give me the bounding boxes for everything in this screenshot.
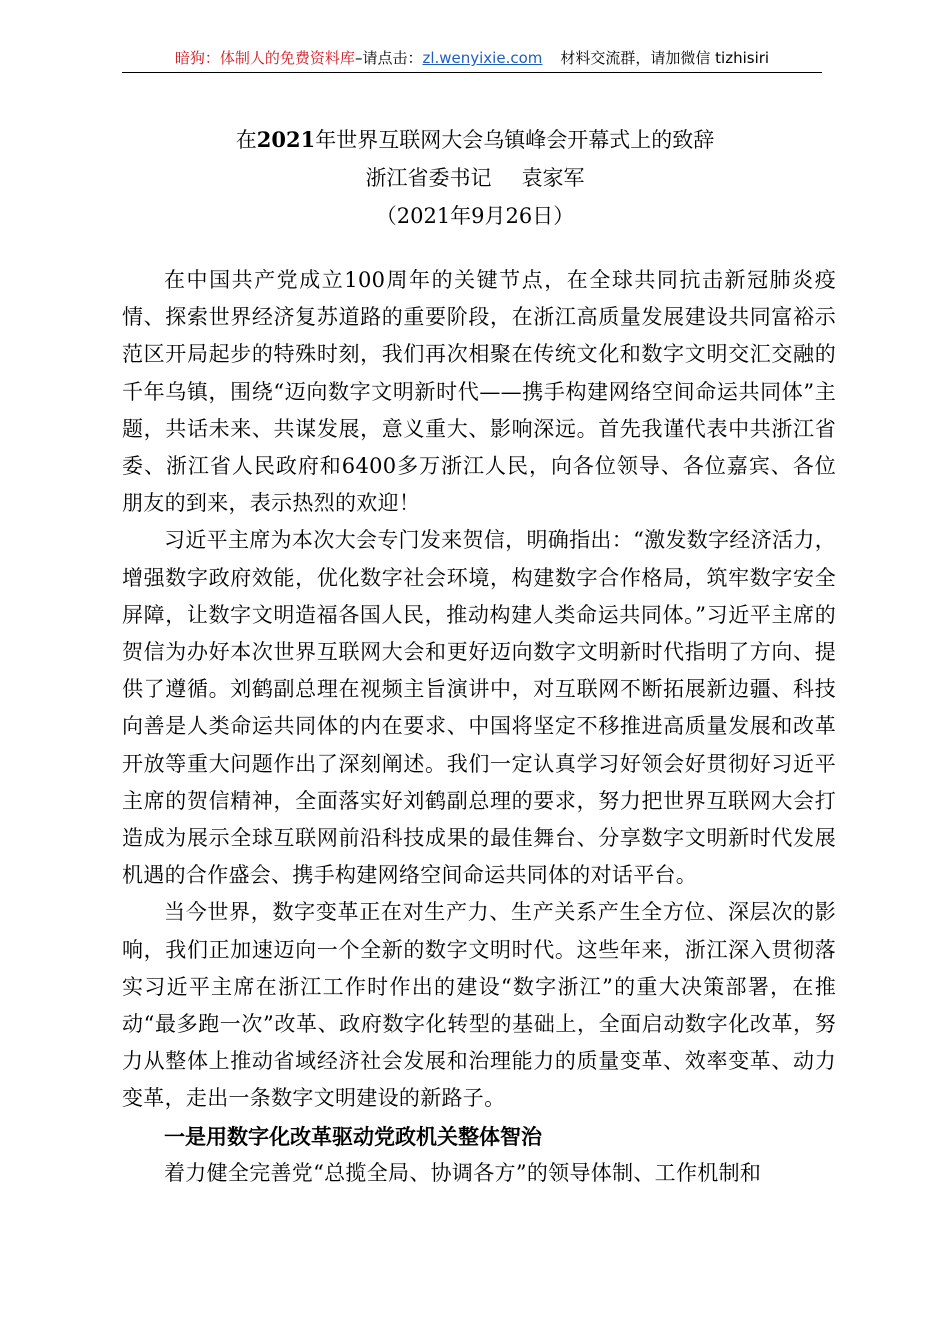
header-separator-text: –请点击： [354,49,423,67]
body-paragraph-last: 着力健全完善党“总揽全局、协调各方”的领导体制、工作机制和 [164,1160,762,1185]
author-role: 浙江省委书记 [365,166,492,190]
header-promo-text: 暗狗：体制人的免费资料库 [174,49,355,67]
section-heading: 一是用数字化改革驱动党政机关整体智治 [164,1123,542,1149]
author-name: 袁家军 [521,166,585,190]
author-line [120,159,830,197]
body-paragraph: 在中国共产党成立100周年的关键节点，在全球共同抗击新冠肺炎疫情、探索世界经济复苏道路的重要阶段，在浙江高质量发展建设共同富裕示范区开局起步的特殊时刻，我们再次相聚在传统文化和数字文明交汇交融的千年乌镇，围绕“迈向数字文明新时代——携手构建网络空间命运共同体”主题，共话未来、共谋发展，意义重大、影响深远。首先我谨代表中共浙江省委、浙江省人民政府和6400多万浙江人民，向各位领导、各位嘉宾、各位朋友的到来，表示热烈的欢迎！ [122,268,836,516]
title-prefix: 在 [235,128,257,152]
header-website-link[interactable]: zl.wenyixie.com [422,49,543,67]
title-suffix: 年世界互联网大会乌镇峰会开幕式上的致辞 [315,128,715,152]
title-block [120,121,830,235]
document-body [122,262,836,1192]
page-header [122,46,822,73]
document-title [120,121,830,159]
body-paragraph: 习近平主席为本次大会专门发来贺信，明确指出：“激发数字经济活力，增强数字政府效能，优化数字社会环境，构建数字合作格局，筑牢数字安全屏障，让数字文明造福各国人民，推动构建人类命运共同体。”习近平主席的贺信为办好本次世界互联网大会和更好迈向数字文明新时代指明了方向、提供了遵循。刘鹤副总理在视频主旨演讲中，对互联网不断拓展新边疆、科技向善是人类命运共同体的内在要求、中国将坚定不移推进高质量发展和改革开放等重大问题作出了深刻阐述。我们一定认真学习好领会好贯彻好习近平主席的贺信精神，全面落实好刘鹤副总理的要求，努力把世界互联网大会打造成为展示全球互联网前沿科技成果的最佳舞台、分享数字文明新时代发展机遇的合作盛会、携手构建网络空间命运共同体的对话平台。 [122,528,836,888]
document-date: （2021年9月26日） [375,204,575,228]
body-paragraph: 当今世界，数字变革正在对生产力、生产关系产生全方位、深层次的影响，我们正加速迈向一个全新的数字文明时代。这些年来，浙江深入贯彻落实习近平主席在浙江工作时作出的建设“数字浙江”的重大决策部署，在推动“最多跑一次”改革、政府数字化转型的基础上，全面启动数字化改革，努力从整体上推动省域经济社会发展和治理能力的质量变革、效率变革、动力变革，走出一条数字文明建设的新路子。 [122,900,836,1111]
header-note-text: 材料交流群，请加微信 tizhisiri [560,49,770,67]
title-year: 2021 [256,127,316,152]
